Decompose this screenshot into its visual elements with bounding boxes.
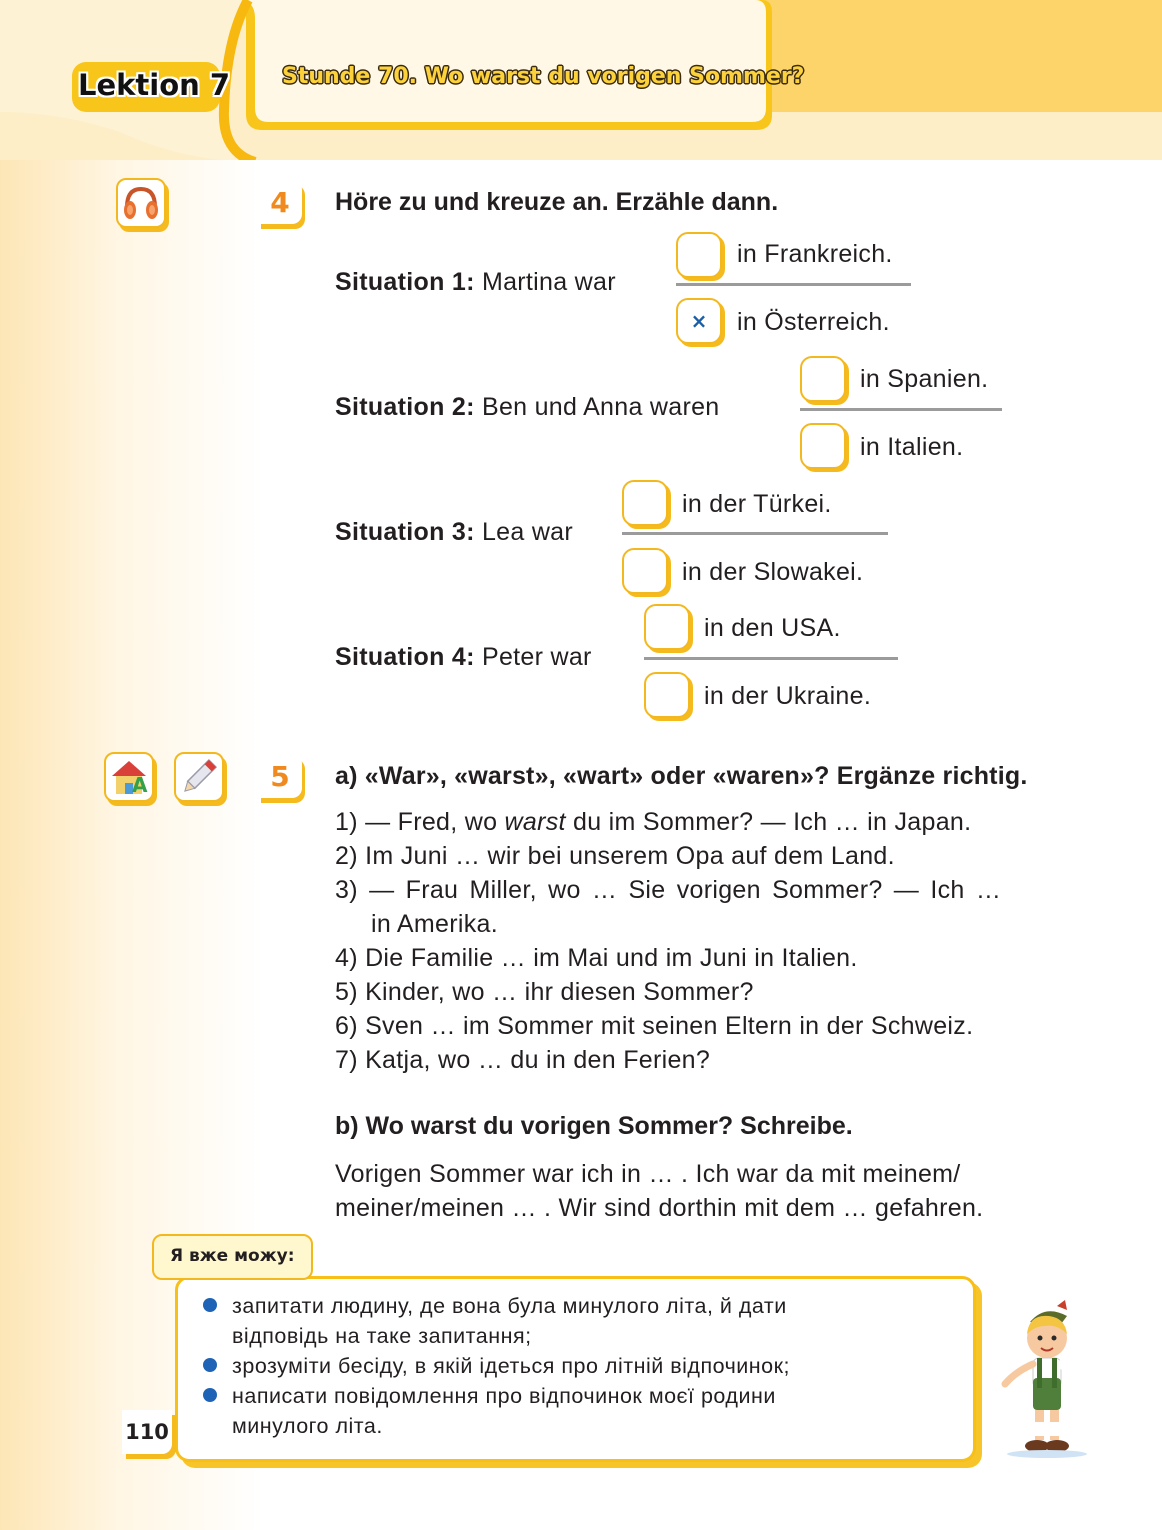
paragraph-line: meiner/meinen … . Wir sind dorthin mit dem … gefahren.	[335, 1194, 984, 1222]
skill-item-3	[232, 1381, 776, 1441]
sentence-1	[335, 805, 1001, 839]
situation-label: Situation 3:	[335, 518, 475, 546]
exercise-number-4: 4	[258, 180, 302, 224]
option-label: in Spanien.	[860, 365, 989, 393]
skill-line: минулого літа.	[232, 1414, 383, 1438]
sentence-text: du im Sommer? — Ich … in Japan.	[565, 808, 972, 836]
boy-character-illustration	[995, 1300, 1095, 1460]
option-label: in Italien.	[860, 433, 964, 461]
checkbox-spanien[interactable]	[800, 356, 846, 402]
situation-text: Lea war	[481, 518, 574, 546]
headphones-icon	[121, 183, 161, 223]
situation-3	[335, 518, 573, 547]
skill-line: зрозуміти бесіду, в якій ідеться про літній відпочинок;	[232, 1354, 790, 1378]
house-abc-icon	[108, 756, 150, 798]
bullet-dot	[203, 1388, 217, 1402]
check-mark-icon: ×	[690, 309, 708, 333]
situation-label: Situation 4:	[335, 643, 475, 671]
sentence-4: 4) Die Familie … im Mai und im Juni in Italien.	[335, 944, 858, 972]
option-label: in der Türkei.	[682, 490, 832, 518]
exercise5a-title: a) «War», «warst», «wart» oder «waren»? Ergänze richtig.	[335, 762, 1028, 790]
option-label: in Frankreich.	[737, 240, 893, 268]
option-label: in den USA.	[704, 614, 841, 642]
paragraph-line: Vorigen Sommer war ich in … . Ich war da mit meinem/	[335, 1160, 961, 1188]
checkbox-frankreich[interactable]	[676, 232, 722, 278]
sentence-3: 3) — Frau Miller, wo … Sie vorigen Sommer? — Ich …	[335, 876, 1002, 904]
option-label: in der Ukraine.	[704, 682, 872, 710]
divider	[676, 283, 911, 286]
sentence-5: 5) Kinder, wo … ihr diesen Sommer?	[335, 978, 754, 1006]
sentence-3-continued: in Amerika.	[371, 910, 498, 938]
checkbox-slowakei[interactable]	[622, 548, 668, 594]
lesson-title: Stunde 70. Wo warst du vorigen Sommer?	[282, 64, 805, 89]
skill-item-1	[232, 1291, 787, 1351]
situation-label: Situation 1:	[335, 268, 475, 296]
checkbox-ukraine[interactable]	[644, 672, 690, 718]
exercise4-instruction: Höre zu und kreuze an. Erzähle dann.	[335, 188, 779, 216]
situation-1	[335, 268, 616, 297]
situation-label: Situation 2:	[335, 393, 475, 421]
sentence-text: 1) — Fred, wo	[335, 808, 505, 836]
checkbox-oesterreich[interactable]	[676, 298, 722, 344]
divider	[644, 657, 898, 660]
divider	[800, 408, 1002, 411]
option-label: in der Slowakei.	[682, 558, 864, 586]
pencil-icon	[178, 756, 220, 798]
lesson-label: Lektion 7	[78, 68, 231, 102]
bullet-dot	[203, 1298, 217, 1312]
skill-line: запитати людину, де вона була минулого літа, й дати	[232, 1294, 787, 1318]
skill-item-2	[232, 1351, 790, 1381]
exercise5b-text	[335, 1157, 983, 1225]
svg-text:A: A	[132, 773, 148, 797]
skills-tag: Я вже можу:	[152, 1234, 313, 1280]
option-label: in Österreich.	[737, 308, 890, 336]
house-abc-icon-badge	[104, 752, 154, 802]
divider	[622, 532, 888, 535]
checkbox-usa[interactable]	[644, 604, 690, 650]
pencil-icon-badge	[174, 752, 224, 802]
sentence-2: 2) Im Juni … wir bei unserem Opa auf dem Land.	[335, 842, 895, 870]
sentence-6: 6) Sven … im Sommer mit seinen Eltern in der Schweiz.	[335, 1012, 974, 1040]
sentence-7: 7) Katja, wo … du in den Ferien?	[335, 1046, 711, 1074]
bullet-dot	[203, 1358, 217, 1372]
exercise-number-5: 5	[258, 754, 302, 798]
skill-line: написати повідомлення про відпочинок моєї родини	[232, 1384, 776, 1408]
checkbox-tuerkei[interactable]	[622, 480, 668, 526]
situation-2	[335, 393, 720, 422]
exercise5b-title: b) Wo warst du vorigen Sommer? Schreibe.	[335, 1112, 853, 1140]
situation-4	[335, 643, 592, 672]
skill-line: відповідь на таке запитання;	[232, 1324, 532, 1348]
checkbox-italien[interactable]	[800, 423, 846, 469]
page-number: 110	[122, 1410, 172, 1454]
situation-text: Martina war	[481, 268, 616, 296]
situation-text: Peter war	[481, 643, 592, 671]
example-answer: warst	[504, 808, 566, 836]
exercise5a-sentences	[335, 805, 1001, 1077]
situation-text: Ben und Anna waren	[481, 393, 720, 421]
headphones-icon-badge	[116, 178, 166, 228]
